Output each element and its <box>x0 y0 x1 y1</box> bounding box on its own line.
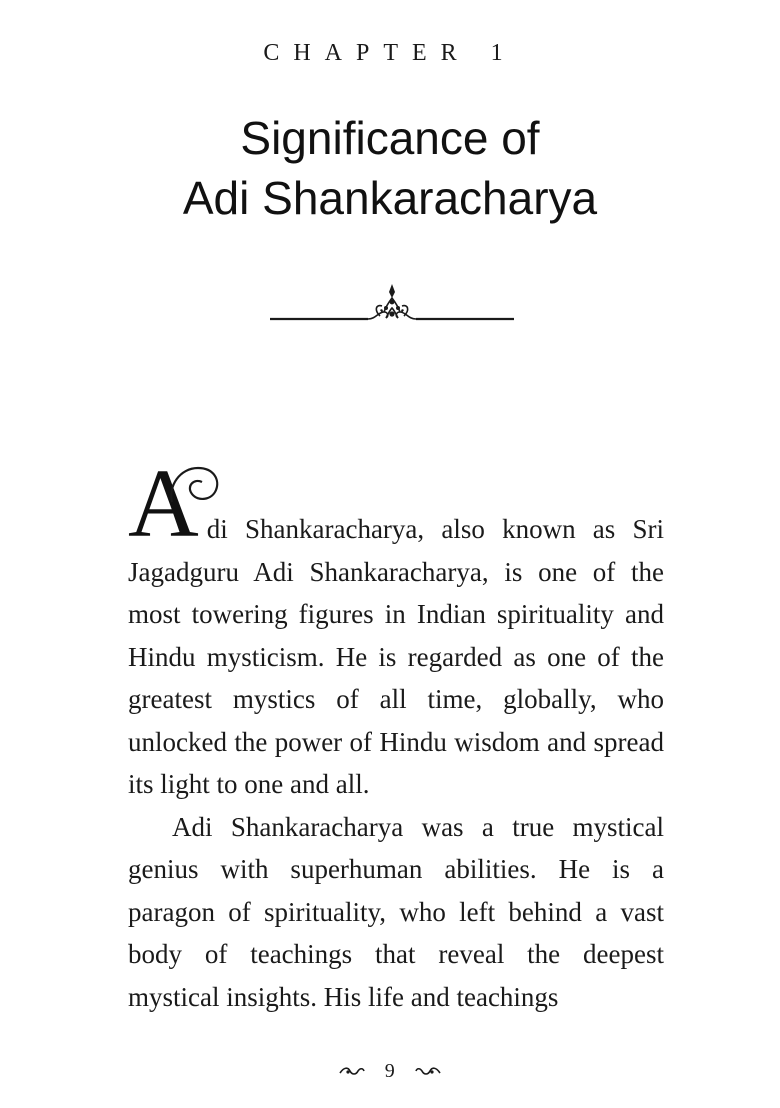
drop-cap-letter: A <box>128 450 199 558</box>
chapter-title-line-2: Adi Shankaracharya <box>182 172 598 224</box>
scroll-ornament-icon <box>338 1061 371 1081</box>
chapter-title <box>0 108 780 228</box>
paragraph-1-text: di Shankaracharya, also known as Sri Jagadguru Adi Shankaracharya, is one of the most towering figures in Indian spirituality and Hindu mysticism. He is regarded as one of the greatest mystics of all time, globally, who unlocked the power of Hindu wisdom and spread its light to one and all. <box>128 514 664 799</box>
paragraph-2: Adi Shankaracharya was a true mystical genius with superhuman abilities. He is a paragon of spirituality, who left behind a vast body of teachings that reveal the deepest mystical insights. His life and teachings <box>128 811 664 1012</box>
page-number: 9 <box>384 1060 395 1082</box>
paragraph-1 <box>128 450 664 806</box>
page-footer <box>0 1060 780 1083</box>
body-text <box>128 450 664 1018</box>
floral-divider-icon <box>268 280 516 328</box>
drop-cap-swirl-icon <box>164 462 224 514</box>
chapter-title-line-1: Significance of <box>240 112 540 164</box>
chapter-label: CHAPTER 1 <box>263 40 517 66</box>
drop-cap <box>128 450 199 558</box>
scroll-ornament-icon <box>414 1061 442 1081</box>
